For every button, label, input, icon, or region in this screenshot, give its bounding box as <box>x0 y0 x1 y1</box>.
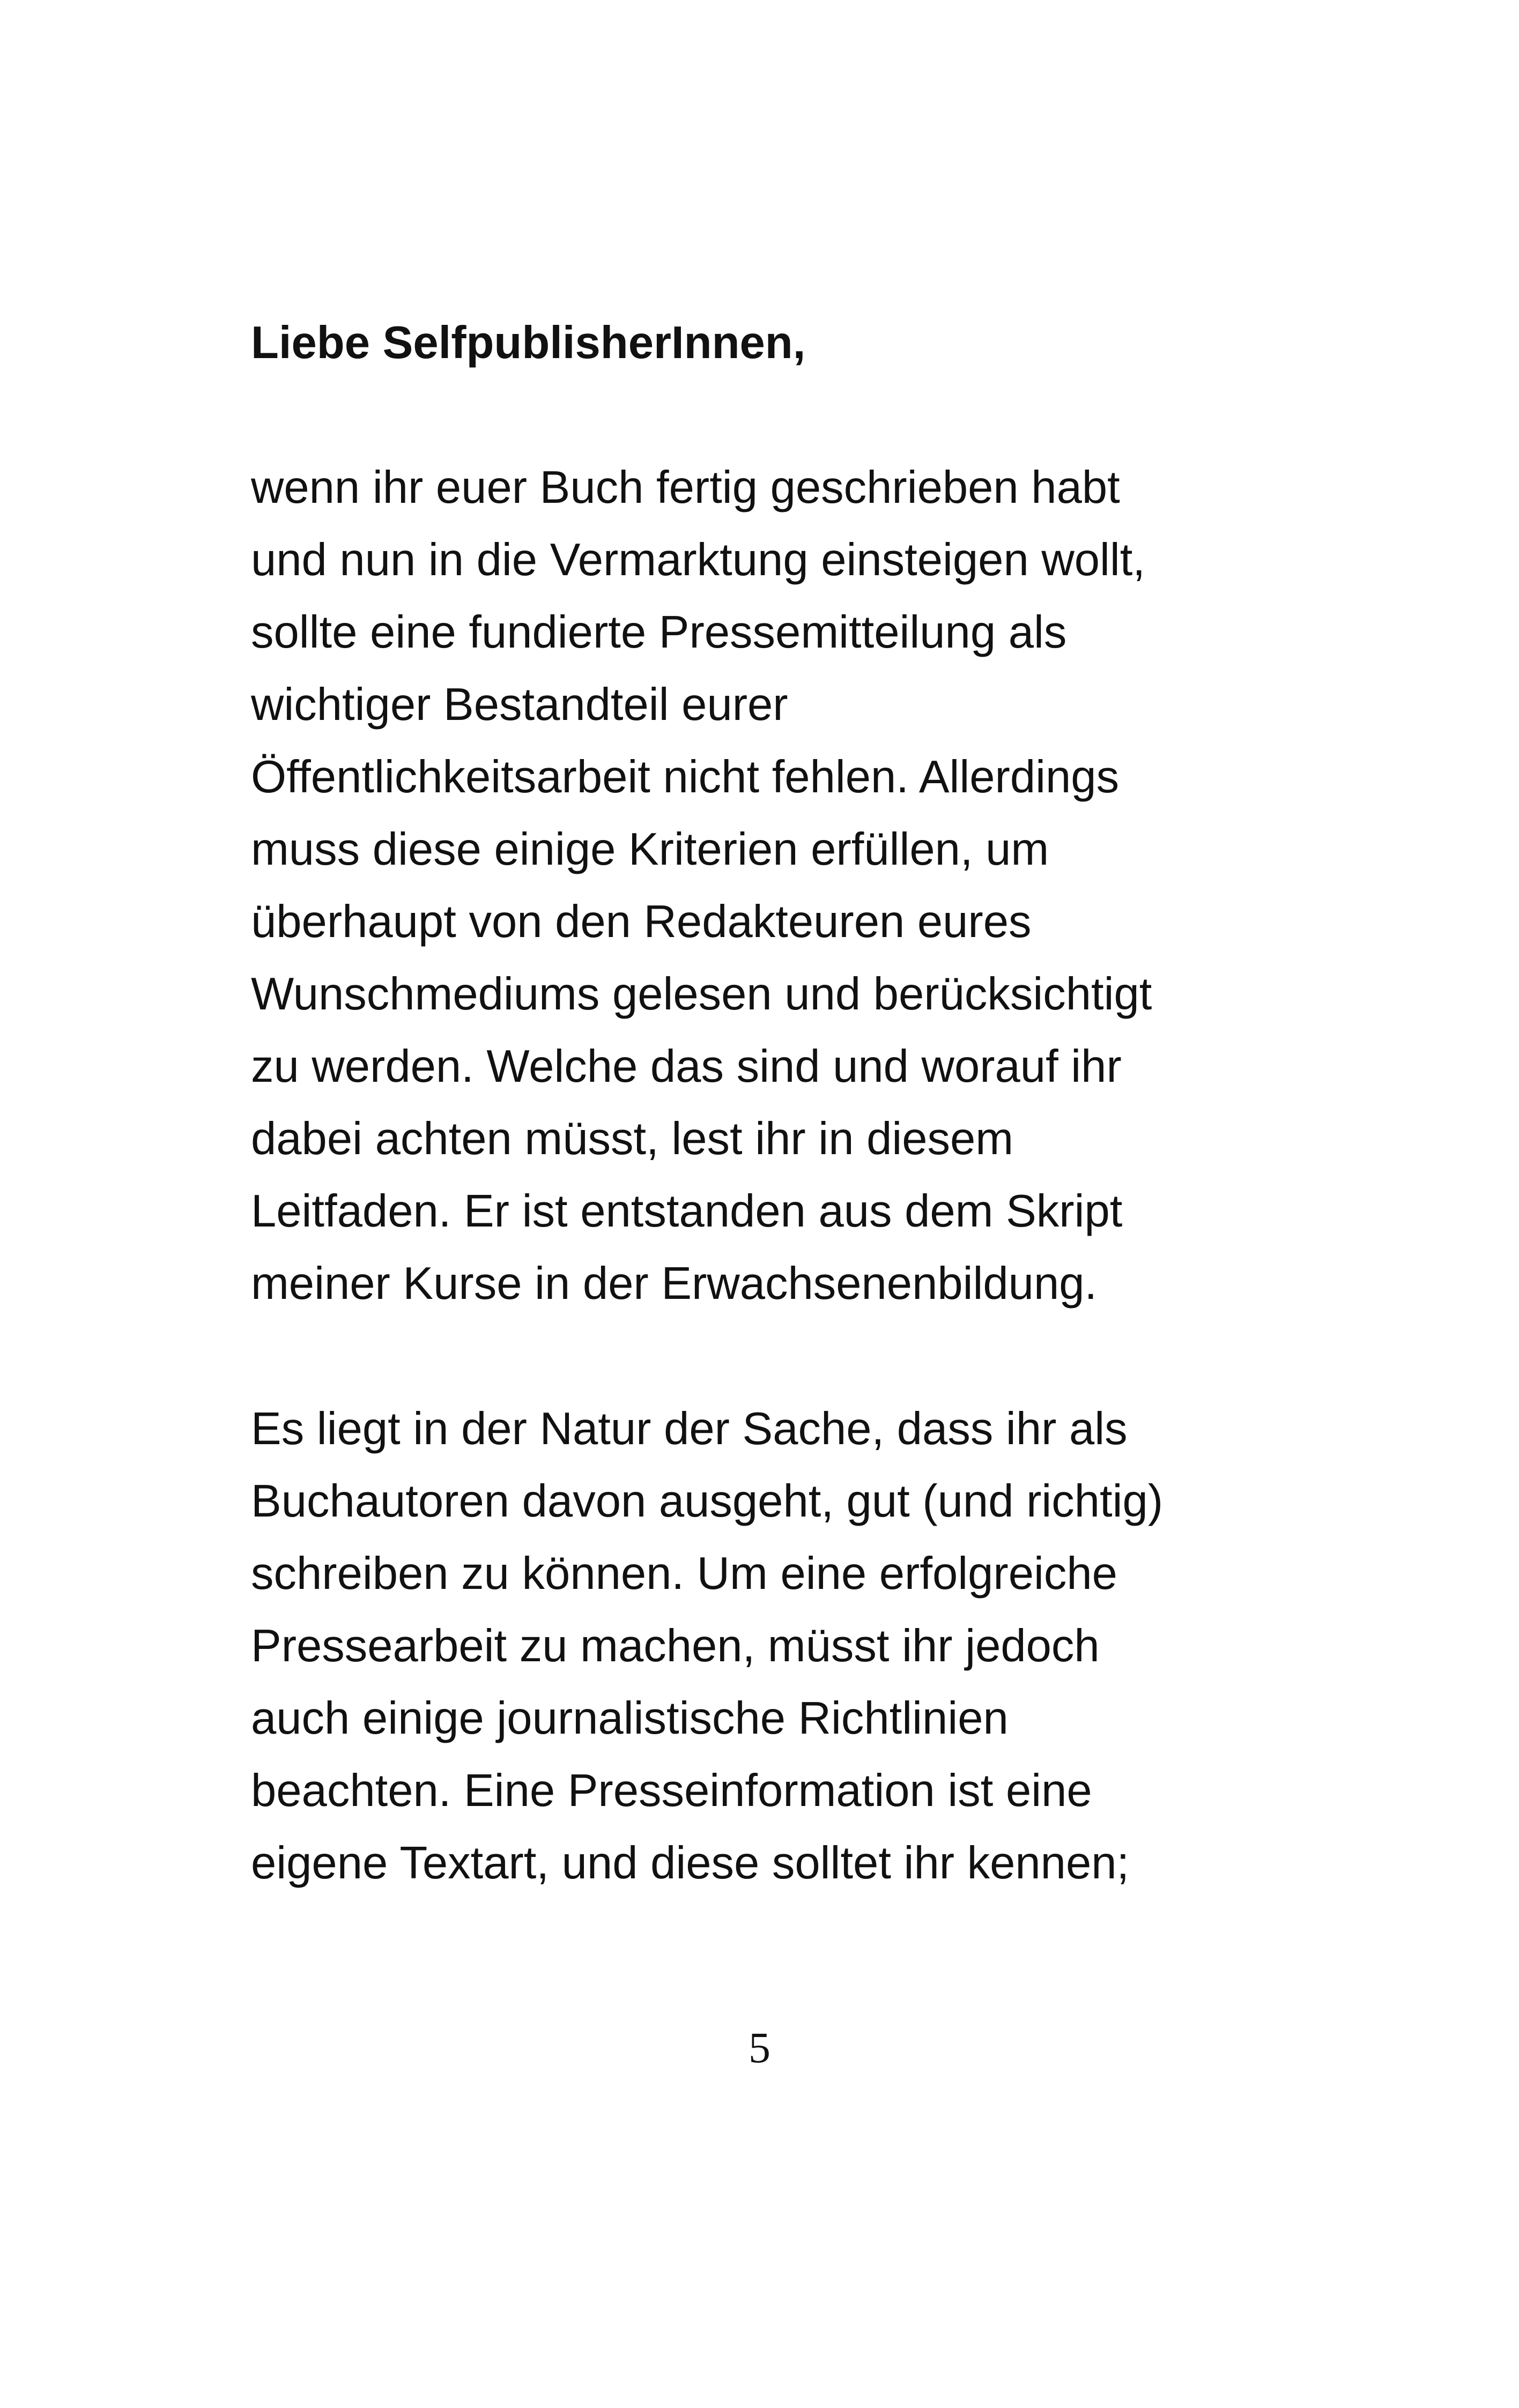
text-line: und nun in die Vermarktung einsteigen wollt, <box>251 534 1146 585</box>
text-line: muss diese einige Kriterien erfüllen, um <box>251 824 1049 875</box>
text-line: Wunschmediums gelesen und berücksichtigt <box>251 969 1152 1020</box>
text-line: sollte eine fundierte Pressemitteilung als <box>251 607 1067 658</box>
text-line: wichtiger Bestandteil eurer <box>251 679 788 730</box>
text-line: Pressearbeit zu machen, müsst ihr jedoch <box>251 1621 1100 1671</box>
text-line: Öffentlichkeitsarbeit nicht fehlen. Allerdings <box>251 752 1120 802</box>
text-line: wenn ihr euer Buch fertig geschrieben habt <box>251 462 1120 513</box>
page-number: 5 <box>749 2023 770 2072</box>
text-line: meiner Kurse in der Erwachsenenbildung. <box>251 1258 1098 1309</box>
paragraph-intro <box>251 451 1270 1320</box>
text-line: dabei achten müsst, lest ihr in diesem <box>251 1113 1014 1164</box>
text-line: zu werden. Welche das sind und worauf ihr <box>251 1041 1122 1092</box>
text-line: auch einige journalistische Richtlinien <box>251 1693 1009 1744</box>
text-line: Buchautoren davon ausgeht, gut (und richtig) <box>251 1476 1164 1527</box>
text-line: schreiben zu können. Um eine erfolgreiche <box>251 1548 1117 1599</box>
greeting-heading: Liebe SelfpublisherInnen, <box>251 317 806 368</box>
paragraph-second <box>251 1393 1270 1899</box>
text-line: überhaupt von den Redakteuren eures <box>251 896 1032 947</box>
text-line: Leitfaden. Er ist entstanden aus dem Skript <box>251 1186 1123 1237</box>
text-line: eigene Textart, und diese solltet ihr kennen; <box>251 1838 1130 1889</box>
text-line: Es liegt in der Natur der Sache, dass ihr als <box>251 1403 1128 1454</box>
text-line: beachten. Eine Presseinformation ist eine <box>251 1765 1092 1816</box>
